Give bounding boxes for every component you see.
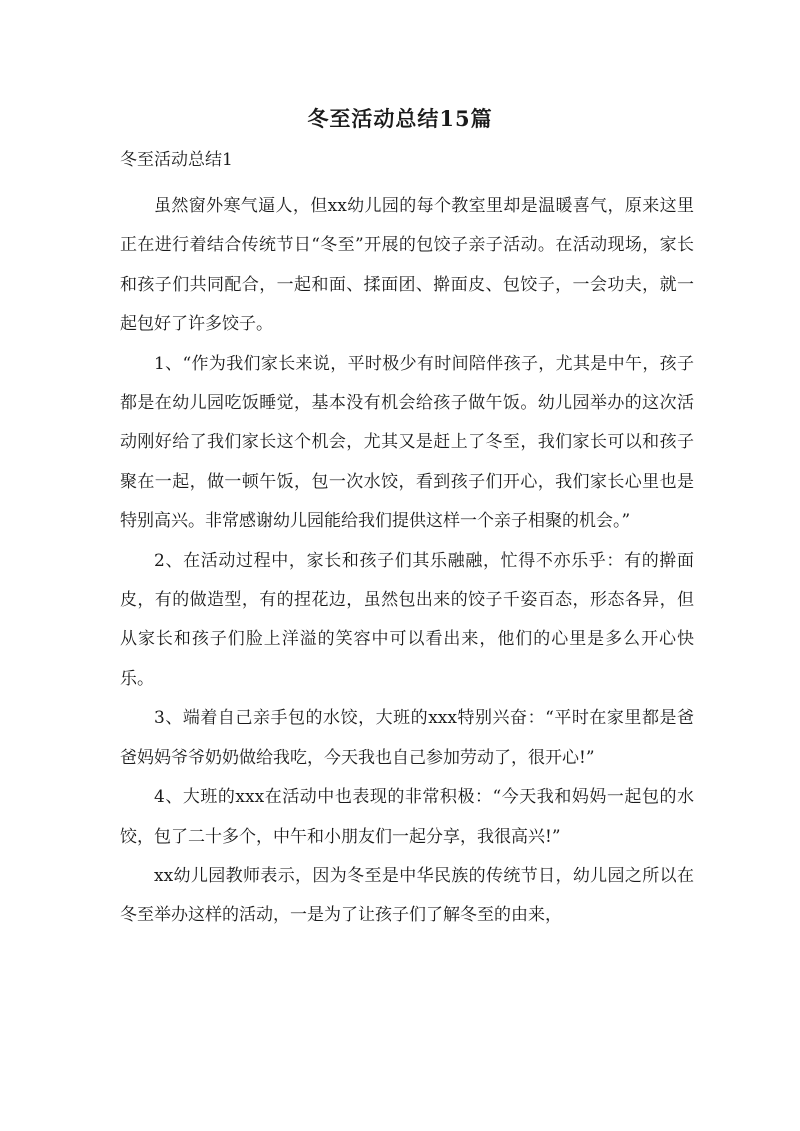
document-title: 冬至活动总结15篇 [307,106,493,131]
paragraph-item-3: 3、端着自己亲手包的水饺，大班的xxx特别兴奋：“平时在家里都是爸爸妈妈爷爷奶奶做给我吃，今天我也自己参加劳动了，很开心!” [120,708,694,768]
paragraph-intro: 虽然窗外寒气逼人，但xx幼儿园的每个教室里却是温暖喜气，原来这里正在进行着结合传统节日“冬至”开展的包饺子亲子活动。在活动现场，家长和孩子们共同配合，一起和面、揉面团、擀面皮、包饺子，一会功夫，就一起包好了许多饺子。 [120,196,694,335]
paragraph-item-1: 1、“作为我们家长来说，平时极少有时间陪伴孩子，尤其是中午，孩子都是在幼儿园吃饭睡觉，基本没有机会给孩子做午饭。幼儿园举办的这次活动刚好给了我们家长这个机会，尤其又是赶上了冬至，我们家长可以和孩子聚在一起，做一顿午饭，包一次水饺，看到孩子们开心，我们家长心里也是特别高兴。非常感谢幼儿园能给我们提供这样一个亲子相聚的机会。” [120,353,694,532]
document-body [120,187,694,936]
section-heading: 冬至活动总结1 [120,150,233,170]
paragraph-closing: xx幼儿园教师表示，因为冬至是中华民族的传统节日，幼儿园之所以在冬至举办这样的活动，一是为了让孩子们了解冬至的由来， [120,865,694,926]
paragraph-item-4: 4、大班的xxx在活动中也表现的非常积极：“今天我和妈妈一起包的水饺，包了二十多个，中午和小朋友们一起分享，我很高兴!” [120,787,694,847]
paragraph-item-2: 2、在活动过程中，家长和孩子们其乐融融，忙得不亦乐乎：有的擀面皮，有的做造型，有的捏花边，虽然包出来的饺子千姿百态，形态各异，但从家长和孩子们脸上洋溢的笑容中可以看出来，他们的心里是多么开心快乐。 [120,550,694,689]
